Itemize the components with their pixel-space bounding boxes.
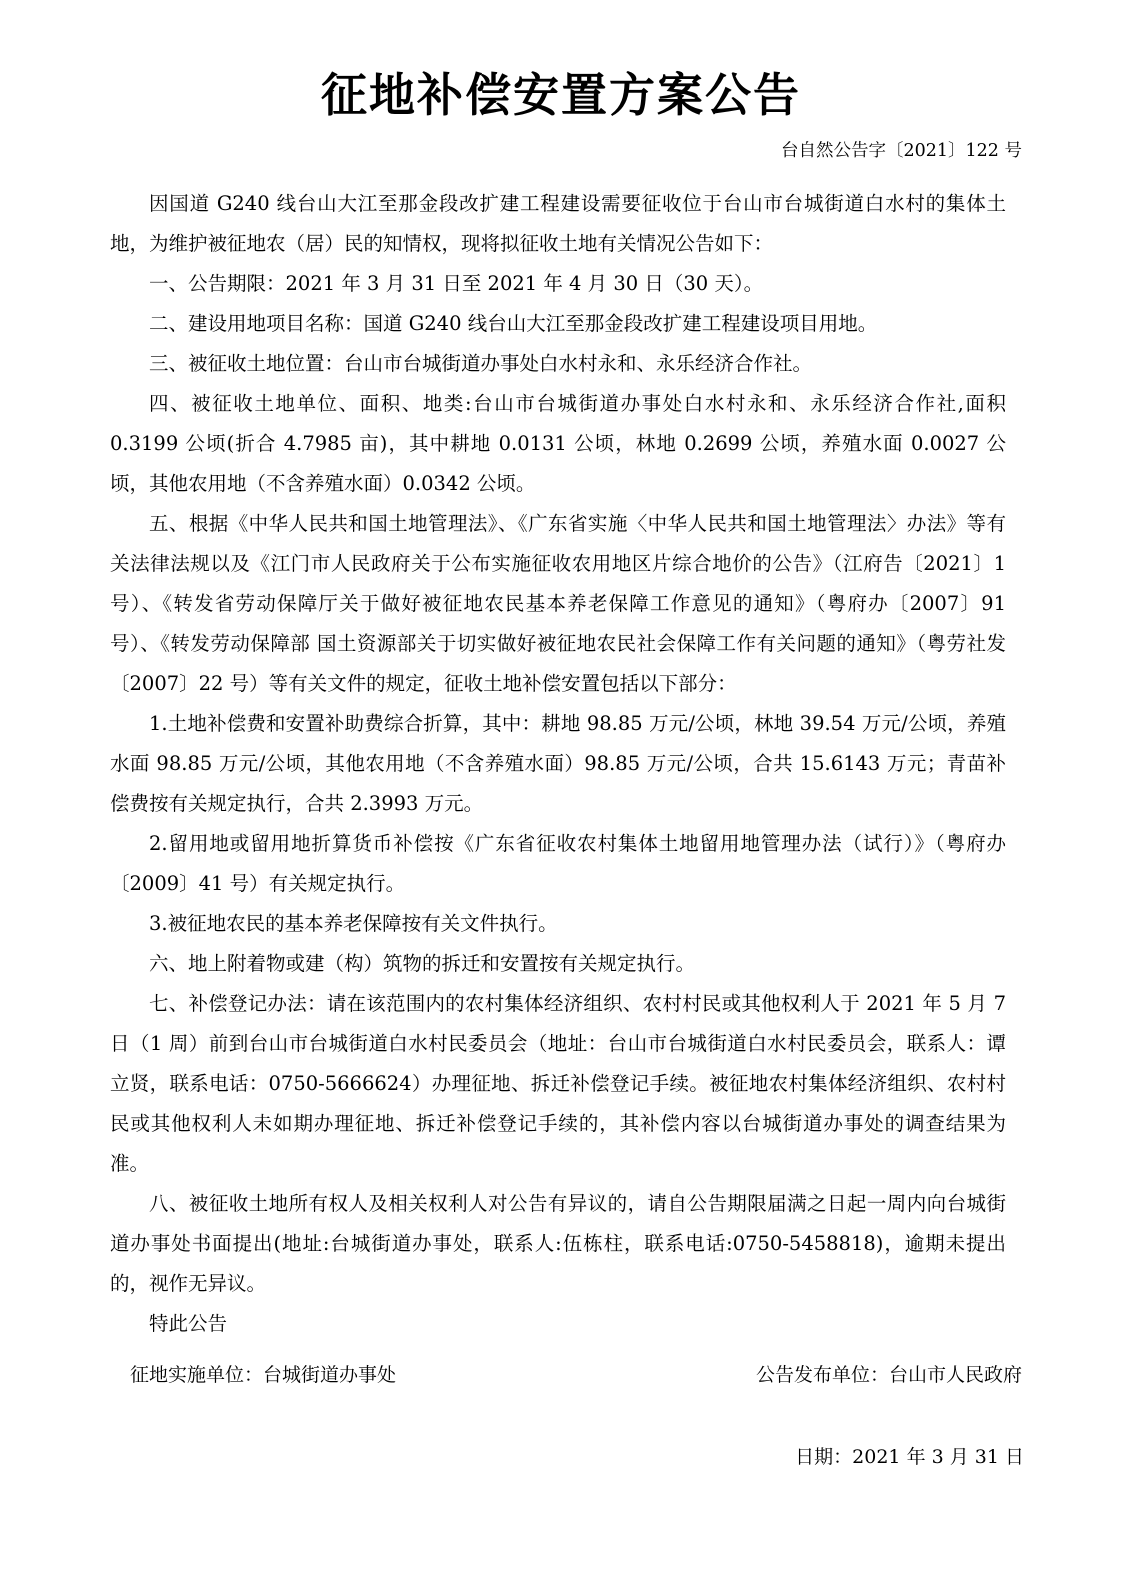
paragraph-intro: 因国道 G240 线台山大江至那金段改扩建工程建设需要征收位于台山市台城街道白水村的集体土地，为维护被征地农（居）民的知情权，现将拟征收土地有关情况公告如下： [110, 192, 1006, 255]
paragraph-item-8: 八、被征收土地所有权人及相关权利人对公告有异议的，请自公告期限届满之日起一周内向台城街道办事处书面提出(地址:台城街道办事处，联系人:伍栋柱，联系电话:0750-5458818)，逾期未提出的，视作无异议。 [110, 1192, 1006, 1295]
doc-number: 台自然公告字〔2021〕122 号 [780, 141, 1022, 161]
paragraph-item-5-2: 2.留用地或留用地折算货币补偿按《广东省征收农村集体土地留用地管理办法（试行）》（粤府办〔2009〕41 号）有关规定执行。 [110, 832, 1006, 895]
paragraph-item-5: 五、根据《中华人民共和国土地管理法》、《广东省实施〈中华人民共和国土地管理法〉办法》等有关法律法规以及《江门市人民政府关于公布实施征收农用地区片综合地价的公告》（江府告〔2021〕1 号）、《转发省劳动保障厅关于做好被征地农民基本养老保障工作意见的通知》（粤府办〔2007〕91 号）、《转发劳动保障部 国土资源部关于切实做好被征地农民社会保障工作有关问题的通知》（粤劳社发〔2007〕22 号）等有关文件的规定，征收土地补偿安置包括以下部分： [110, 512, 1006, 695]
paragraph-item-7: 七、补偿登记办法：请在该范围内的农村集体经济组织、农村村民或其他权利人于 2021 年 5 月 7 日（1 周）前到台山市台城街道白水村民委员会（地址：台山市台城街道白水村民委员会，联系人：谭立贤，联系电话：0750-5666624）办理征地、拆迁补偿登记手续。被征地农村集体经济组织、农村村民或其他权利人未如期办理征地、拆迁补偿登记手续的，其补偿内容以台城街道办事处的调查结果为准。 [110, 992, 1006, 1175]
publishing-unit-label: 公告发布单位：台山市人民政府 [755, 1364, 1022, 1386]
paragraph-item-4: 四、被征收土地单位、面积、地类:台山市台城街道办事处白水村永和、永乐经济合作社,面积 0.3199 公顷(折合 4.7985 亩)，其中耕地 0.0131 公顷，林地 0.2699 公顷，养殖水面 0.0027 公顷，其他农用地（不含养殖水面）0.0342 公顷。 [110, 392, 1006, 495]
paragraph-item-2: 二、建设用地项目名称：国道 G240 线台山大江至那金段改扩建工程建设项目用地。 [149, 312, 878, 335]
paragraph-item-3: 三、被征收土地位置：台山市台城街道办事处白水村永和、永乐经济合作社。 [149, 352, 813, 375]
footer-units-row [130, 1362, 1022, 1388]
page-title: 征地补偿安置方案公告 [321, 68, 801, 122]
implementing-unit-label: 征地实施单位：台城街道办事处 [130, 1364, 397, 1386]
paragraph-item-5-1: 1.土地补偿费和安置补助费综合折算，其中：耕地 98.85 万元/公顷，林地 39.54 万元/公顷，养殖水面 98.85 万元/公顷，其他农用地（不含养殖水面）98.85 万元/公顷，合共 15.6143 万元；青苗补偿费按有关规定执行，合共 2.3993 万元。 [110, 712, 1006, 815]
paragraph-item-6: 六、地上附着物或建（构）筑物的拆迁和安置按有关规定执行。 [149, 952, 696, 975]
paragraph-item-5-3: 3.被征地农民的基本养老保障按有关文件执行。 [149, 912, 558, 935]
paragraph-closing: 特此公告 [149, 1312, 228, 1335]
paragraph-item-1: 一、公告期限：2021 年 3 月 31 日至 2021 年 4 月 30 日（30 天）。 [149, 272, 764, 295]
date-line: 日期：2021 年 3 月 31 日 [795, 1446, 1024, 1468]
document-body [110, 184, 1006, 1344]
